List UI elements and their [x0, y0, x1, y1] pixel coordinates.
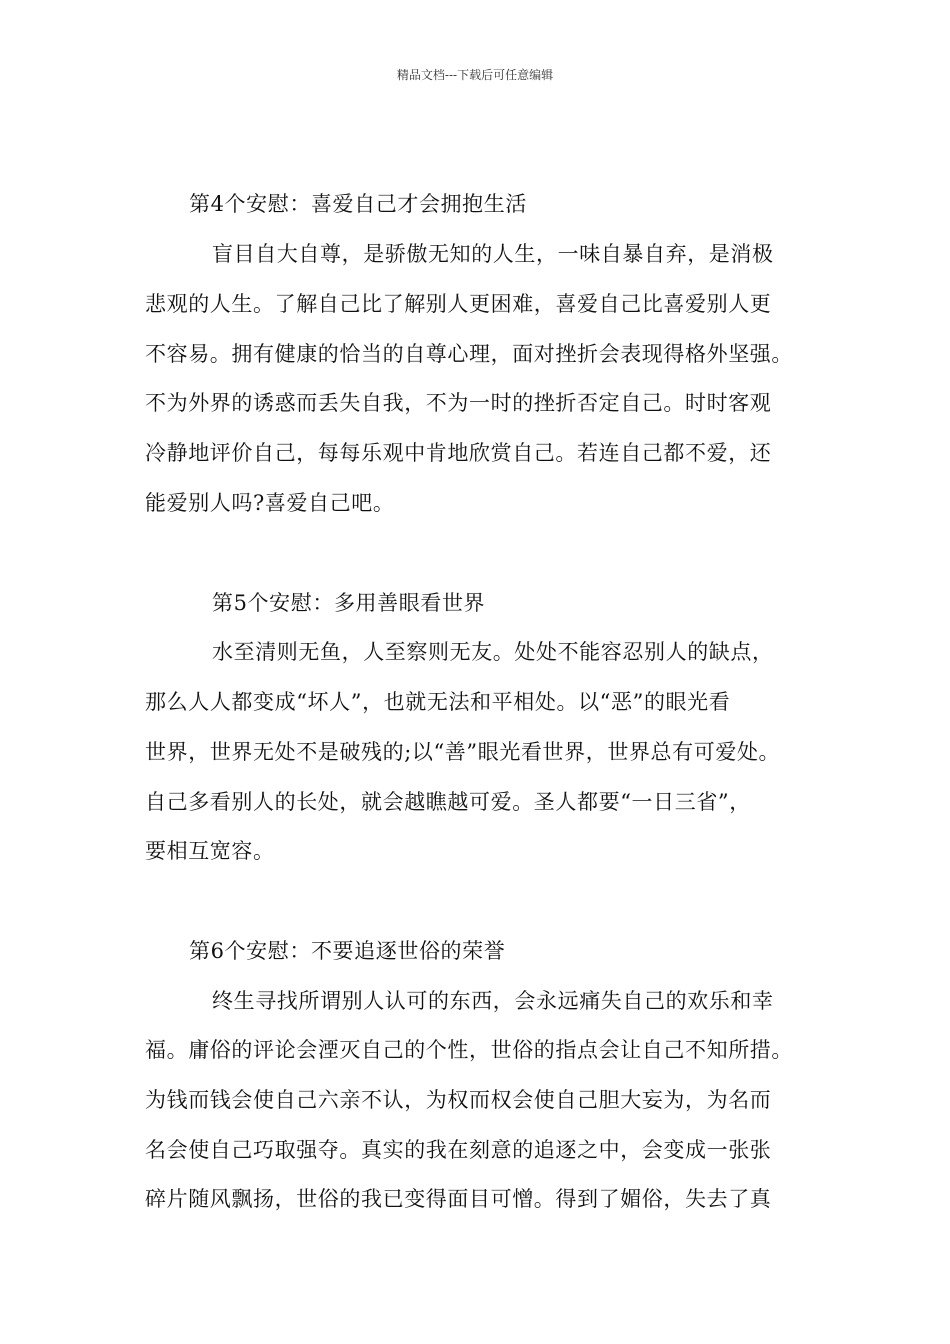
paragraph-line: 终生寻找所谓别人认可的东西，会永远痛失自己的欢乐和幸 — [212, 989, 774, 1013]
paragraph-line: 名会使自己巧取强夺。真实的我在刻意的追逐之中，会变成一张张 — [145, 1138, 772, 1162]
paragraph-line: 要相互宽容。 — [145, 839, 275, 863]
paragraph-line: 福。庸俗的评论会湮灭自己的个性，世俗的指点会让自己不知所措。 — [145, 1038, 793, 1062]
paragraph-line: 碎片随风飘扬，世俗的我已变得面目可憎。得到了媚俗，失去了真 — [145, 1187, 772, 1211]
paragraph-line: 不容易。拥有健康的恰当的自尊心理，面对挫折会表现得格外坚强。 — [145, 342, 793, 366]
paragraph-line: 水至清则无鱼，人至察则无友。处处不能容忍别人的缺点， — [212, 640, 774, 664]
paragraph-line: 不为外界的诱惑而丢失自我，不为一时的挫折否定自己。时时客观 — [145, 391, 772, 415]
paragraph-line: 为钱而钱会使自己六亲不认，为权而权会使自己胆大妄为，为名而 — [145, 1088, 772, 1112]
section-heading: 第5个安慰：多用善眼看世界 — [212, 591, 486, 615]
section-heading: 第6个安慰：不要追逐世俗的荣誉 — [189, 939, 506, 963]
paragraph-line: 冷静地评价自己，每每乐观中肯地欣赏自己。若连自己都不爱，还 — [145, 441, 772, 465]
paragraph-line: 自己多看别人的长处，就会越瞧越可爱。圣人都要“一日三省”， — [145, 790, 751, 814]
paragraph-line: 悲观的人生。了解自己比了解别人更困难，喜爱自己比喜爱别人更 — [145, 292, 772, 316]
section-heading: 第4个安慰：喜爱自己才会拥抱生活 — [189, 192, 527, 216]
paragraph-line: 能爱别人吗?喜爱自己吧。 — [145, 491, 395, 515]
page-header: 精品文档---下载后可任意编辑 — [396, 68, 554, 82]
paragraph-line: 那么人人都变成“坏人”，也就无法和平相处。以“恶”的眼光看 — [145, 690, 731, 714]
paragraph-line: 盲目自大自尊，是骄傲无知的人生，一味自暴自弃，是消极 — [212, 242, 774, 266]
paragraph-line: 世界，世界无处不是破残的;以“善”眼光看世界，世界总有可爱处。 — [145, 740, 781, 764]
